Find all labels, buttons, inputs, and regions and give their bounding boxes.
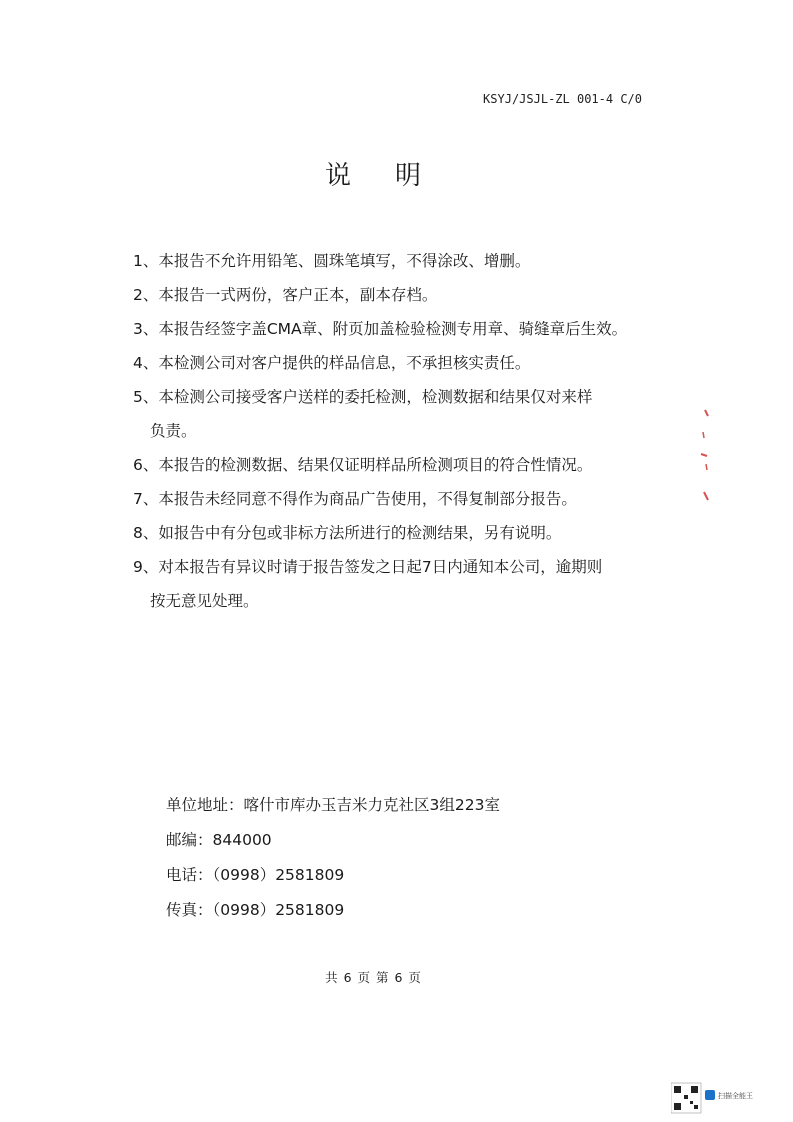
note-item: 6、本报告的检测数据、结果仅证明样品所检测项目的符合性情况。: [133, 456, 593, 474]
scan-watermark: [671, 1082, 771, 1116]
note-item: 4、本检测公司对客户提供的样品信息，不承担核实责任。: [133, 354, 531, 372]
note-item: 1、本报告不允许用铅笔、圆珠笔填写，不得涂改、增删。: [133, 252, 531, 270]
page-number: 共 6 页 第 6 页: [325, 970, 421, 985]
cs-logo-icon: [705, 1090, 715, 1100]
contact-postcode: 邮编：844000: [166, 831, 272, 849]
page-title: 说明: [324, 161, 465, 191]
scan-app-name: 扫描全能王: [718, 1092, 753, 1100]
document-code: KSYJ/JSJL-ZL 001-4 C/0: [483, 92, 642, 106]
qr-code-icon: [671, 1083, 701, 1113]
contact-block: [166, 796, 500, 936]
note-item: 2、本报告一式两份，客户正本，副本存档。: [133, 286, 438, 304]
note-item: 8、如报告中有分包或非标方法所进行的检测结果，另有说明。: [133, 524, 562, 542]
note-item: 3、本报告经签字盖CMA章、附页加盖检验检测专用章、骑缝章后生效。: [133, 320, 628, 338]
contact-fax: 传真：（0998）2581809: [166, 901, 345, 919]
seam-stamp-mark: [695, 408, 715, 518]
contact-phone: 电话：（0998）2581809: [166, 866, 345, 884]
note-item: 5、本检测公司接受客户送样的委托检测，检测数据和结果仅对来样 负责。: [133, 388, 593, 440]
contact-address: 单位地址：喀什市库办玉吉米力克社区3组223室: [166, 796, 500, 814]
notes-list: [133, 252, 653, 626]
note-item: 7、本报告未经同意不得作为商品广告使用，不得复制部分报告。: [133, 490, 577, 508]
note-item: 9、对本报告有异议时请于报告签发之日起7日内通知本公司，逾期则 按无意见处理。: [133, 558, 603, 610]
